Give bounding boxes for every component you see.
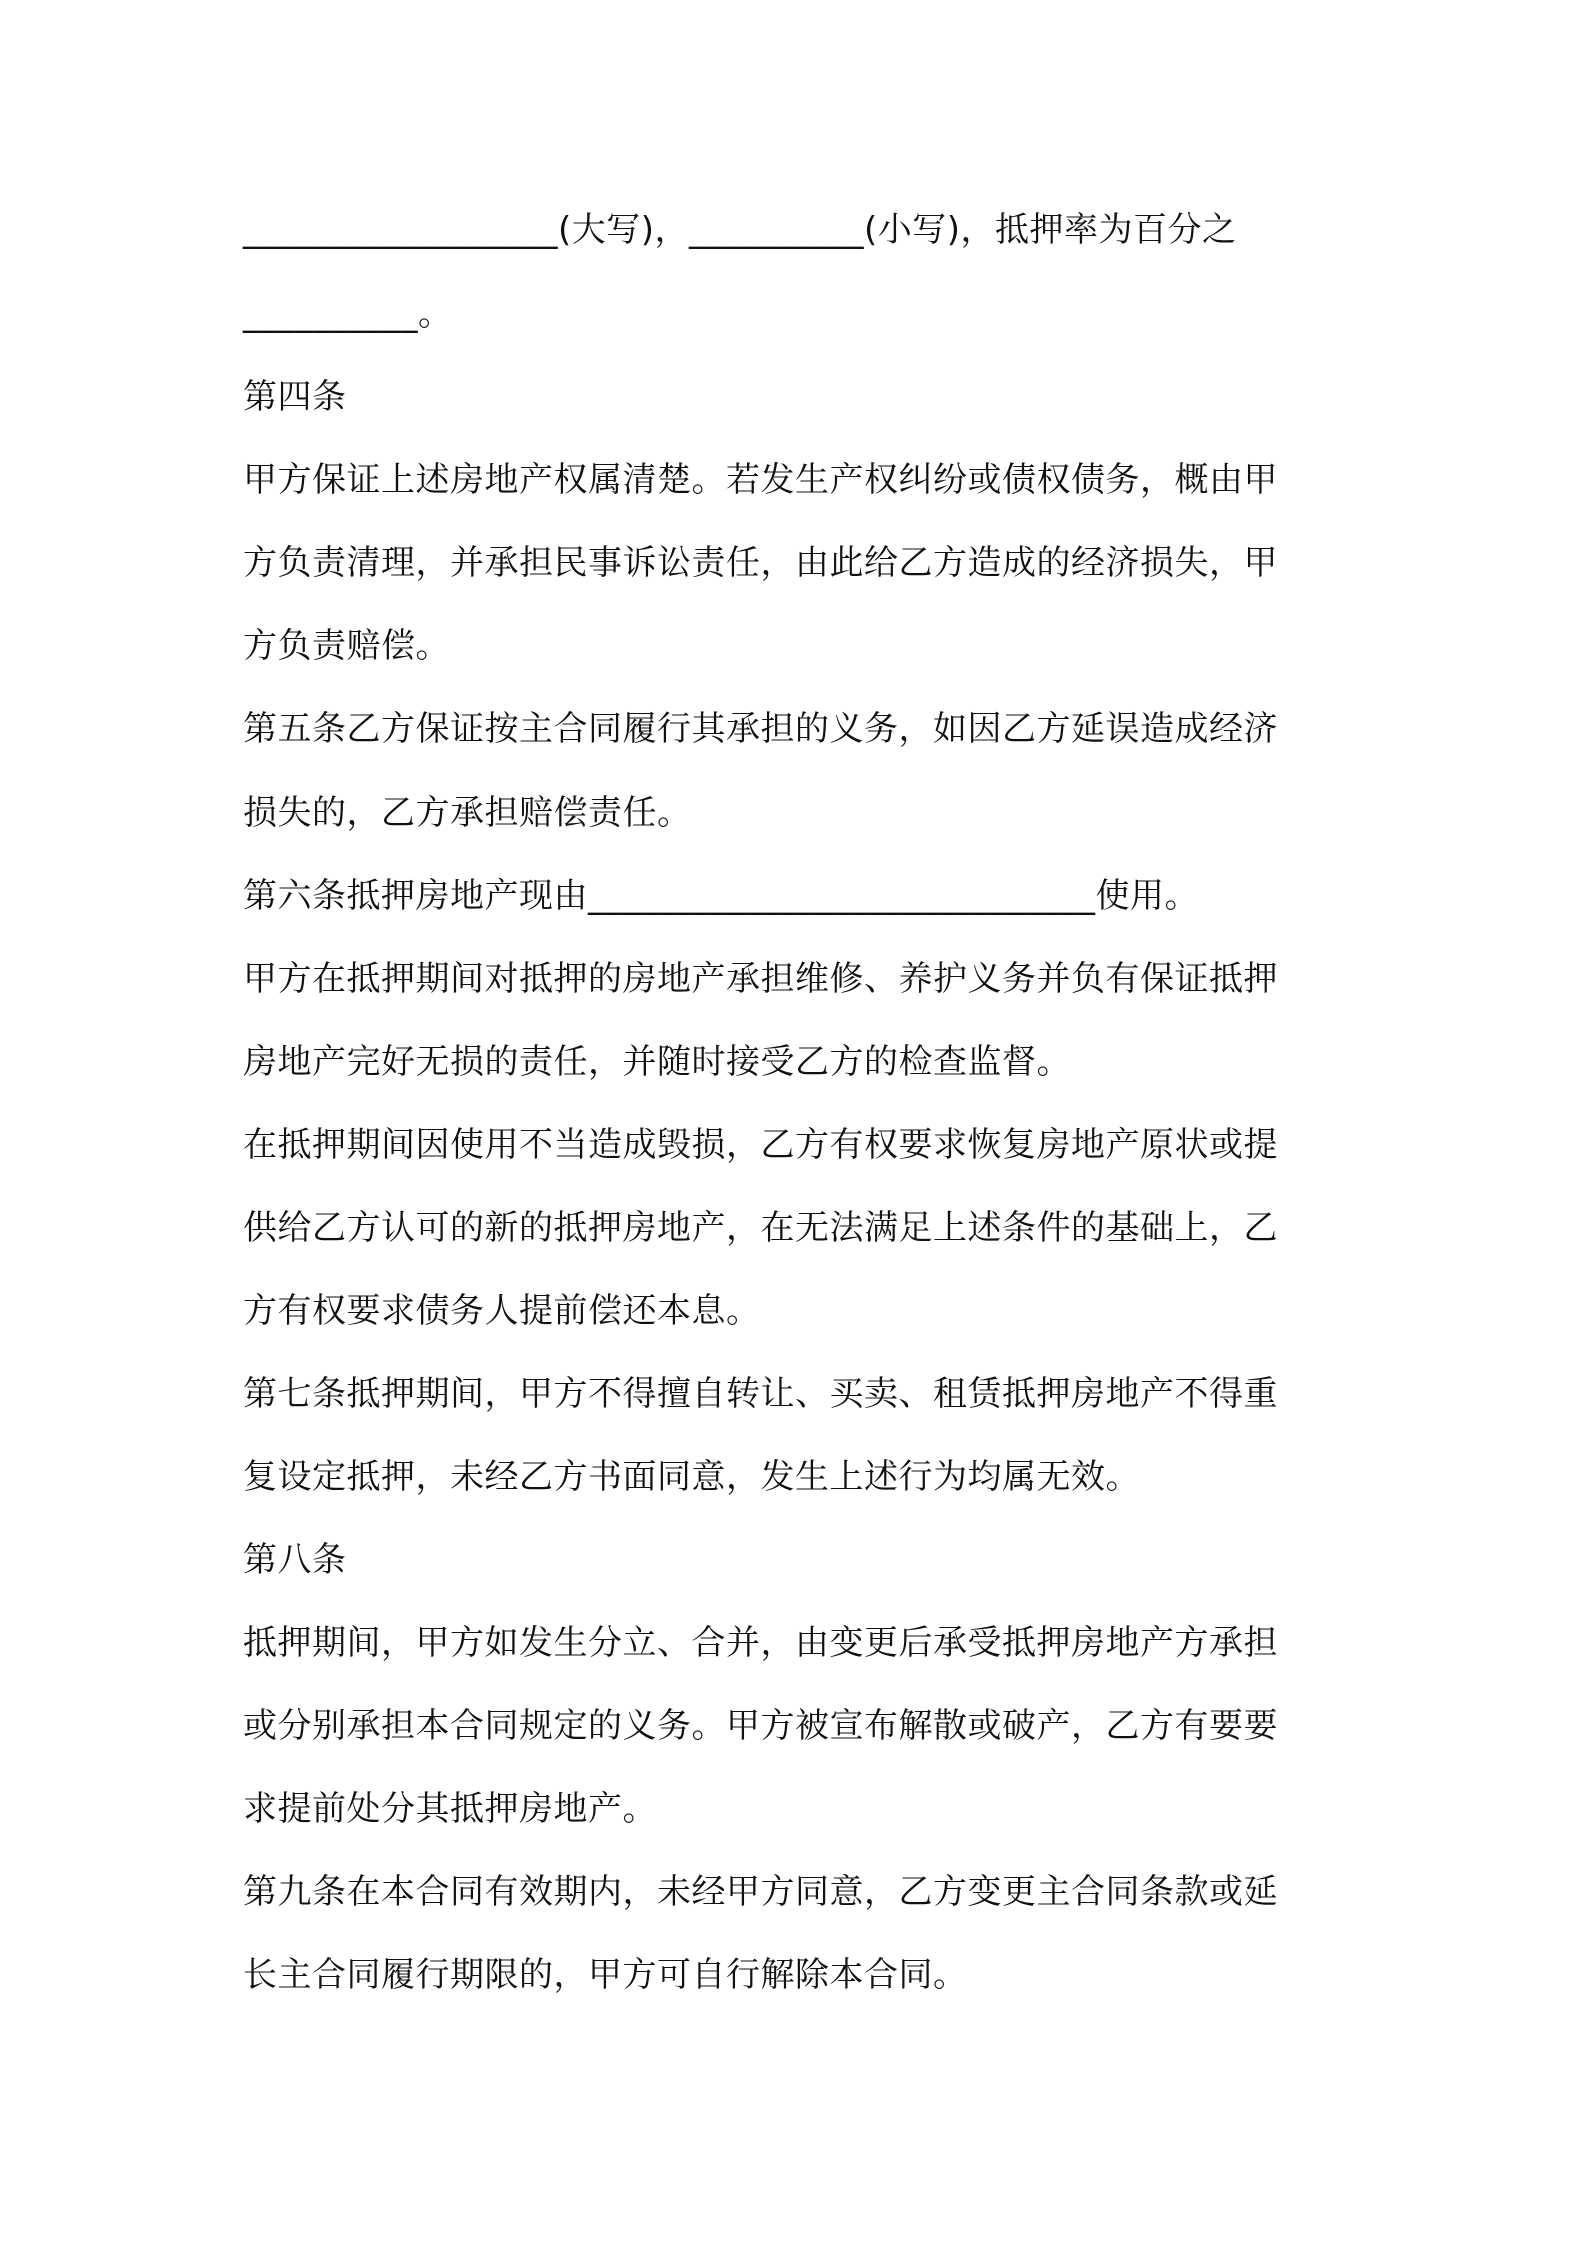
- article-4-heading: 第四条: [243, 377, 347, 417]
- text-line: 长主合同履行期限的，甲方可自行解除本合同。: [243, 1955, 968, 1995]
- text-line-amount: __________________(大写)，__________(小写)，抵押率为百分之: [243, 210, 1237, 250]
- text-line: 房地产完好无损的责任，并随时接受乙方的检查监督。: [243, 1042, 1071, 1082]
- text-line: 甲方保证上述房地产权属清楚。若发生产权纠纷或债权债务，概由甲: [243, 460, 1278, 500]
- text-line: 损失的，乙方承担赔偿责任。: [243, 793, 692, 833]
- text-line: 或分别承担本合同规定的义务。甲方被宣布解散或破产，乙方有要要: [243, 1706, 1278, 1746]
- text-line: 求提前处分其抵押房地产。: [243, 1789, 657, 1829]
- text-line-rate: __________。: [243, 294, 453, 334]
- article-7-line: 第七条抵押期间，甲方不得擅自转让、买卖、租赁抵押房地产不得重: [243, 1374, 1278, 1414]
- article-9-line: 第九条在本合同有效期内，未经甲方同意，乙方变更主合同条款或延: [243, 1872, 1278, 1912]
- text-line: 方负责清理，并承担民事诉讼责任，由此给乙方造成的经济损失，甲: [243, 543, 1278, 583]
- text-line: 在抵押期间因使用不当造成毁损，乙方有权要求恢复房地产原状或提: [243, 1125, 1278, 1165]
- text-line: 甲方在抵押期间对抵押的房地产承担维修、养护义务并负有保证抵押: [243, 959, 1278, 999]
- article-5-line: 第五条乙方保证按主合同履行其承担的义务，如因乙方延误造成经济: [243, 709, 1278, 749]
- text-line: 方负责赔偿。: [243, 626, 450, 666]
- text-line: 供给乙方认可的新的抵押房地产，在无法满足上述条件的基础上，乙: [243, 1208, 1278, 1248]
- article-8-heading: 第八条: [243, 1540, 347, 1580]
- text-line: 复设定抵押，未经乙方书面同意，发生上述行为均属无效。: [243, 1457, 1140, 1497]
- text-line: 方有权要求债务人提前偿还本息。: [243, 1291, 761, 1331]
- text-line: 抵押期间，甲方如发生分立、合并，由变更后承受抵押房地产方承担: [243, 1623, 1278, 1663]
- article-6-line: 第六条抵押房地产现由_____________________________使用。: [243, 876, 1199, 916]
